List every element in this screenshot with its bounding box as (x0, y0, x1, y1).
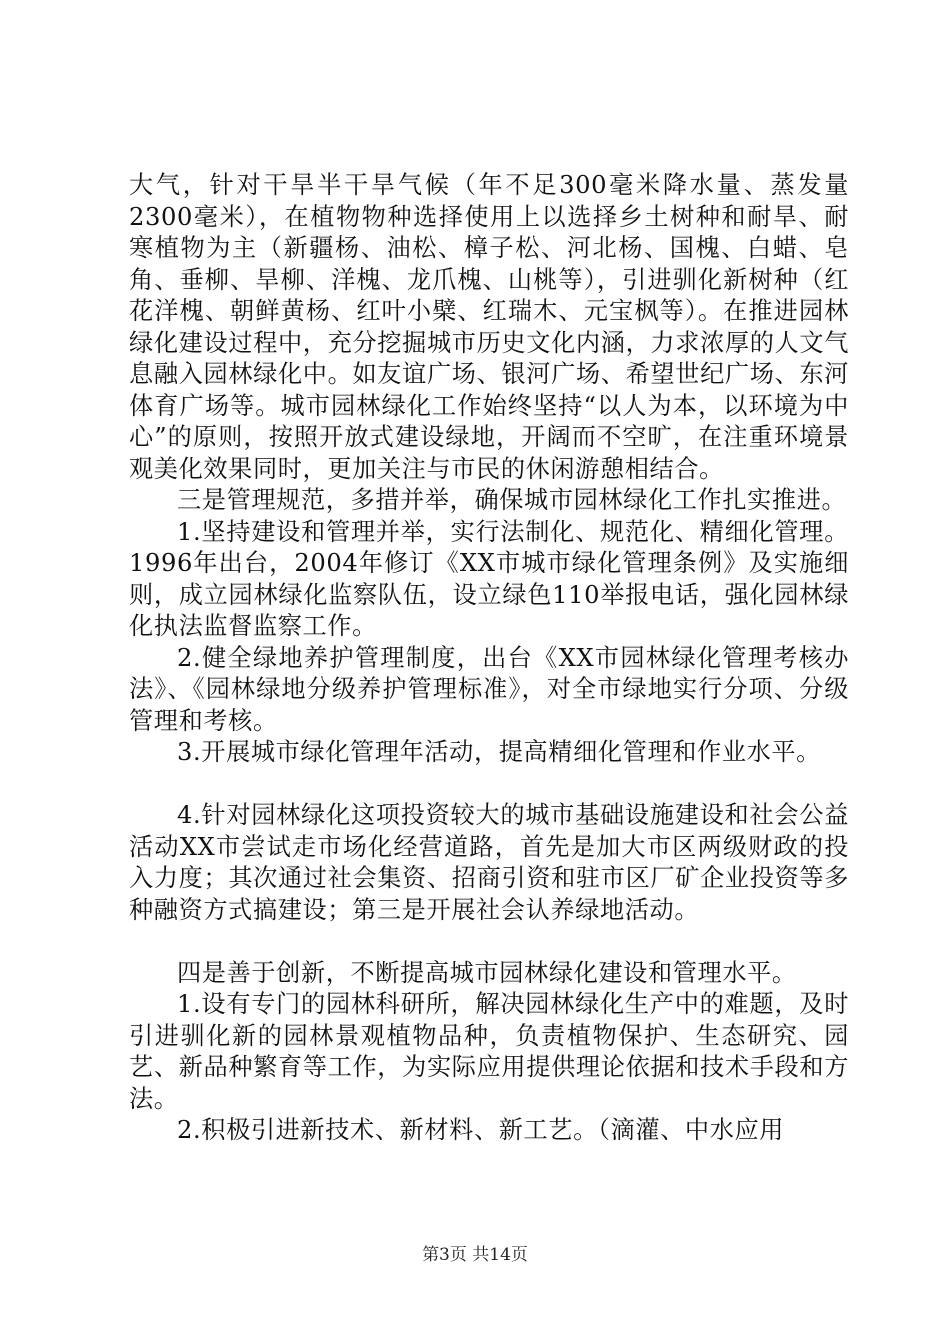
paragraph-item-2: 2.健全绿地养护管理制度，出台《XX市园林绿化管理考核办法》、《园林绿地分级养护管理标准》，对全市绿地实行分项、分级管理和考核。 (129, 643, 849, 735)
document-body (129, 170, 849, 1147)
paragraph-item-4: 4.针对园林绿化这项投资较大的城市基础设施建设和社会公益活动XX市尝试走市场化经营道路，首先是加大市区两级财政的投入力度；其次通过社会集资、招商引资和驻市区厂矿企业投资等多种融资方式搞建设；第三是开展社会认养绿地活动。 (129, 801, 849, 924)
page-number-footer: 第3页 共14页 (422, 1245, 528, 1265)
paragraph-section-four: 四是善于创新，不断提高城市园林绿化建设和管理水平。 (177, 958, 797, 987)
paragraph-item-3: 3.开展城市绿化管理年活动，提高精细化管理和作业水平。 (177, 738, 821, 766)
paragraph-item-4-2: 2.积极引进新技术、新材料、新工艺。（滴灌、中水应用 (177, 1116, 785, 1144)
paragraph-continued: 大气，针对干旱半干旱气候（年不足300毫米降水量、蒸发量2300毫米），在植物物种选择使用上以选择乡土树种和耐旱、耐寒植物为主（新疆杨、油松、樟子松、河北杨、国槐、白蜡、皂角、垂柳、旱柳、洋槐、龙爪槐、山桃等），引进驯化新树种（红花洋槐、朝鲜黄杨、红叶小檗、红瑞木、元宝枫等）。在推进园林绿化建设过程中，充分挖掘城市历史文化内涵，力求浓厚的人文气息融入园林绿化中。如友谊广场、银河广场、希望世纪广场、东河体育广场等。城市园林绿化工作始终坚持“以人为本，以环境为中心”的原则，按照开放式建设绿地，开阔而不空旷，在注重环境景观美化效果同时，更加关注与市民的休闲游憩相结合。 (129, 171, 849, 483)
paragraph-item-4-1: 1.设有专门的园林科研所，解决园林绿化生产中的难题，及时引进驯化新的园林景观植物品种，负责植物保护、生态研究、园艺、新品种繁育等工作，为实际应用提供理论依据和技术手段和方法。 (129, 990, 849, 1113)
paragraph-section-three: 三是管理规范，多措并举，确保城市园林绿化工作扎实推进。 (177, 486, 847, 514)
paragraph-item-1: 1.坚持建设和管理并举，实行法制化、规范化、精细化管理。1996年出台，2004年修订《XX市城市绿化管理条例》及实施细则，成立园林绿化监察队伍，设立绿色110举报电话，强化园林绿化执法监督监察工作。 (129, 517, 849, 640)
